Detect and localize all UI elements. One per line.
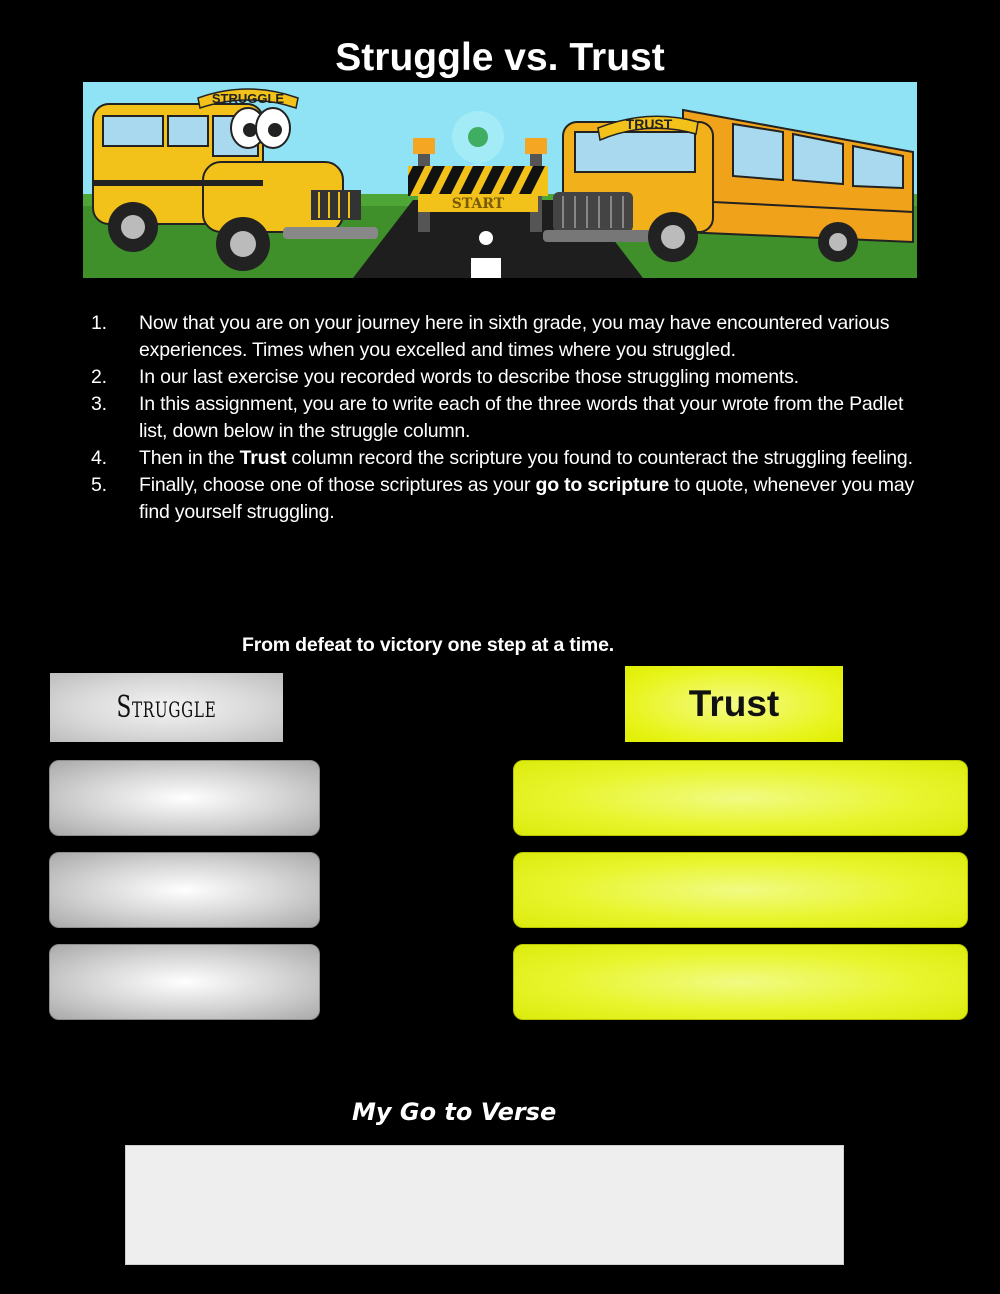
trust-scripture-field-3[interactable] (513, 944, 968, 1020)
instruction-item (91, 364, 931, 391)
instruction-emphasis: Trust (239, 447, 287, 469)
trust-bus-sign: TRUST (625, 116, 673, 132)
struggle-word-field-2[interactable] (49, 852, 320, 928)
instruction-text: Then in the (139, 447, 240, 469)
instruction-emphasis: go to scripture (535, 474, 670, 496)
instruction-number: 3. (91, 393, 107, 415)
instruction-item (91, 310, 931, 364)
bus-banner-image (83, 82, 917, 278)
struggle-bus-sign: STRUGGLE (211, 91, 285, 106)
instruction-text: Now that you are on your journey here in sixth grade, you may have encountered various experiences. Times when you excelled and times where you struggled. (139, 312, 890, 361)
instructions-list (91, 310, 931, 526)
struggle-word-field-3[interactable] (49, 944, 320, 1020)
instruction-number: 4. (91, 447, 107, 469)
instruction-text: to quote, whenever you may find yourself struggling. (139, 474, 915, 523)
page-title: Struggle vs. Trust (335, 36, 665, 79)
trust-scripture-field-2[interactable] (513, 852, 968, 928)
struggle-column-label: Struggle (116, 690, 217, 725)
trust-scripture-field-1[interactable] (513, 760, 968, 836)
instruction-text: In this assignment, you are to write each of the three words that your wrote from the Padlet list, down below in the struggle column. (139, 393, 904, 442)
instruction-number: 2. (91, 366, 107, 388)
go-to-verse-field[interactable] (125, 1145, 844, 1265)
go-to-verse-label: My Go to Verse (352, 1098, 557, 1126)
instruction-item (91, 391, 931, 445)
instruction-item (91, 445, 931, 472)
instruction-text: In our last exercise you recorded words to describe those struggling moments. (139, 366, 799, 388)
struggle-column-header (50, 673, 283, 742)
instruction-number: 5. (91, 474, 107, 496)
instruction-text: Finally, choose one of those scriptures as your (139, 474, 536, 496)
trust-column-header: Trust (625, 666, 843, 742)
instruction-item (91, 472, 931, 526)
motto: From defeat to victory one step at a time. (242, 634, 614, 656)
instruction-number: 1. (91, 312, 107, 334)
struggle-word-field-1[interactable] (49, 760, 320, 836)
gate-sign-text: START (451, 196, 505, 212)
start-gate (408, 166, 548, 212)
instruction-text: column record the scripture you found to counteract the struggling feeling. (286, 447, 913, 469)
